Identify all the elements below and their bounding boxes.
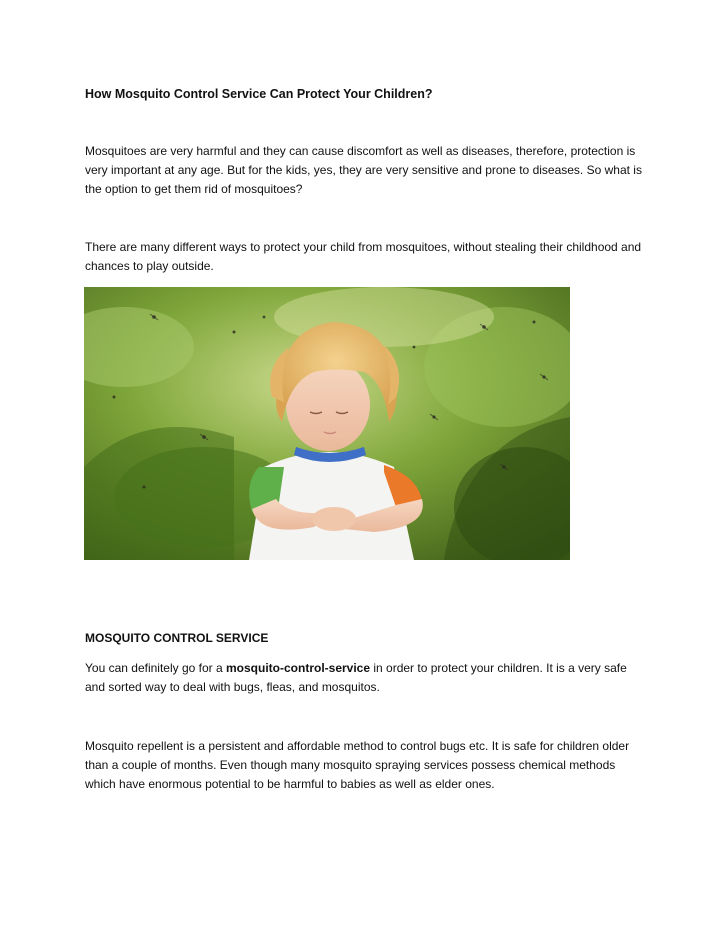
- service-paragraph-end: in order to protect your children. It is a very safe and sorted way to deal with bugs, fleas, and mosquitos.: [85, 661, 627, 694]
- intro-paragraph: Mosquitoes are very harmful and they can cause discomfort as well as diseases, therefore, protection is very important at any age. But for the kids, yes, they are very sensitive and prone to diseases. So what is the option to get them rid of mosquitoes?: [85, 144, 642, 196]
- ways-paragraph: There are many different ways to protect your child from mosquitoes, without stealing their childhood and chances to play outside.: [85, 240, 642, 273]
- service-paragraph: [85, 659, 645, 697]
- child-mosquito-photo: [84, 287, 570, 560]
- mosquito-control-service-link[interactable]: mosquito-control-service: [226, 661, 371, 675]
- service-paragraph-start: You can definitely go for a: [85, 661, 226, 675]
- repellent-paragraph: Mosquito repellent is a persistent and affordable method to control bugs etc. It is safe for children older than a couple of months. Even though many mosquito spraying services possess chemical methods which have enormous potential to be harmful to babies as well as elder ones.: [85, 739, 630, 791]
- photo-illustration: [84, 287, 570, 560]
- section-heading: MOSQUITO CONTROL SERVICE: [85, 631, 269, 645]
- document-title: How Mosquito Control Service Can Protect Your Children?: [85, 87, 433, 101]
